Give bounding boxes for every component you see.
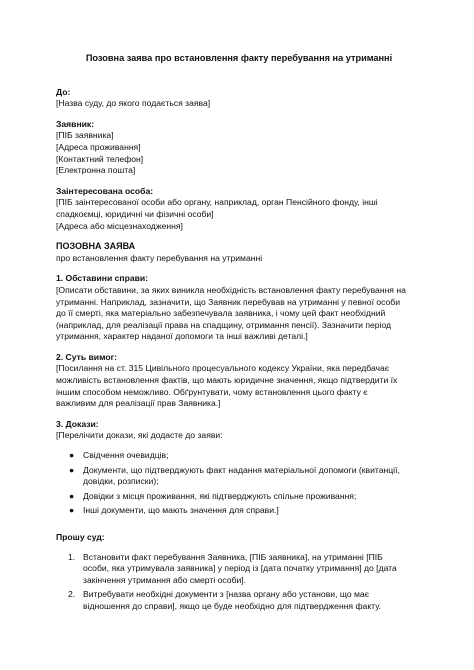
claim-heading-block [56, 241, 422, 264]
bullet-icon: ● [69, 464, 75, 475]
paragraph-line: (наприклад, для реалізації права на спадщину, отримання пенсії). Зазначити період [56, 319, 392, 330]
list-item-number: 1. [68, 551, 76, 562]
list-item [56, 491, 422, 503]
applicant-name: [ПІБ заявника] [56, 130, 114, 141]
bullet-icon: ● [69, 450, 75, 461]
request-label: Прошу суд: [56, 532, 105, 542]
paragraph-line: утримання, характер наданої допомоги та інші важливі деталі.] [56, 331, 308, 342]
addressee-block [56, 87, 422, 110]
bullet-icon: ● [69, 490, 75, 501]
paragraph-line: можливість встановлення фактів, що мають юридичне значення, якщо підтвердити їх [56, 375, 398, 386]
list-item-text: довідки, розписки); [83, 476, 159, 487]
list-item-text: Довідки з місця проживання, які підтверджують спільне проживання; [83, 490, 357, 501]
paragraph-line: утриманні. Наприклад, зазначити, що Заявник перебував на утриманні у певної особи [56, 296, 401, 307]
paragraph-line: іншим способом неможливо. Обґрунтувати, чому встановлення цього факту є [56, 386, 368, 397]
list-item-text: Витребувати необхідні документи з [назва органу або установи, що має [83, 589, 370, 600]
list-item-text: відношення до справи], якщо це буде необхідно для підтвердження факту. [83, 600, 382, 611]
paragraph-line: [Описати обставини, за яких виникла необхідність встановлення факту перебування на [56, 284, 406, 295]
list-item-text: закінчення утримання або смерті особи]. [83, 574, 247, 585]
evidence-intro: [Перелічити докази, які додасте до заяви: [56, 430, 223, 441]
addressee-label: До: [56, 86, 71, 97]
interested-party-block [56, 186, 422, 232]
request-list [56, 552, 422, 613]
paragraph-line: важливим для реалізації прав Заявника.] [56, 398, 221, 409]
section-claims-label: 2. Суть вимог: [56, 351, 118, 362]
bullet-icon: ● [69, 505, 75, 516]
list-item-text: Інші документи, що мають значення для справи.] [83, 505, 279, 516]
list-item [56, 450, 422, 462]
evidence-list [56, 450, 422, 517]
list-item [56, 589, 422, 612]
list-item [56, 505, 422, 517]
document-title: Позовна заява про встановлення факту перебування на утриманні [85, 53, 393, 63]
list-item-text: Документи, що підтверджують факт надання матеріальної допомоги (квитанції, [83, 464, 400, 475]
document-body [56, 53, 422, 616]
section-evidence-label: 3. Докази: [56, 418, 99, 429]
interested-party-label: Заінтересована особа: [56, 185, 154, 196]
list-item [56, 552, 422, 587]
applicant-phone: [Контактний телефон] [56, 153, 144, 164]
request-block [56, 532, 422, 613]
applicant-block [56, 119, 422, 177]
applicant-email: [Електронна пошта] [56, 165, 136, 176]
court-name: [Назва суду, до якого подається заява] [56, 98, 211, 109]
paragraph-line: до її смерті, яка матеріально забезпечувала заявника, і чому цей факт необхідний [56, 308, 386, 319]
applicant-label: Заявник: [56, 118, 95, 129]
interested-party-name-line: [ПІБ заінтересованої особи або органу, наприклад, орган Пенсійного фонду, інші [56, 197, 378, 208]
paragraph-line: [Посилання на ст. 315 Цивільного процесуального кодексу України, яка передбачає [56, 363, 390, 374]
section-circumstances-label: 1. Обставини справи: [56, 273, 149, 284]
interested-party-address: [Адреса або місцезнаходження] [56, 220, 183, 231]
interested-party-name-line: спадкоємці, юридичні чи фізичні особи] [56, 208, 214, 219]
list-item-number: 2. [68, 589, 76, 600]
list-item-text: Свідчення очевидців; [83, 450, 169, 461]
claim-heading: ПОЗОВНА ЗАЯВА [56, 241, 136, 252]
section-evidence [56, 419, 422, 517]
section-circumstances [56, 273, 422, 343]
list-item [56, 465, 422, 488]
list-item-text: Встановити факт перебування Заявника, [ПІБ заявника], на утриманні [ПІБ [83, 551, 383, 562]
claim-subheading: про встановлення факту перебування на утриманні [56, 252, 263, 263]
section-claims [56, 352, 422, 410]
applicant-address: [Адреса проживання] [56, 141, 141, 152]
list-item-text: особи, яка утримувала заявника] у період із [дата початку утримання] до [дата [83, 563, 397, 574]
